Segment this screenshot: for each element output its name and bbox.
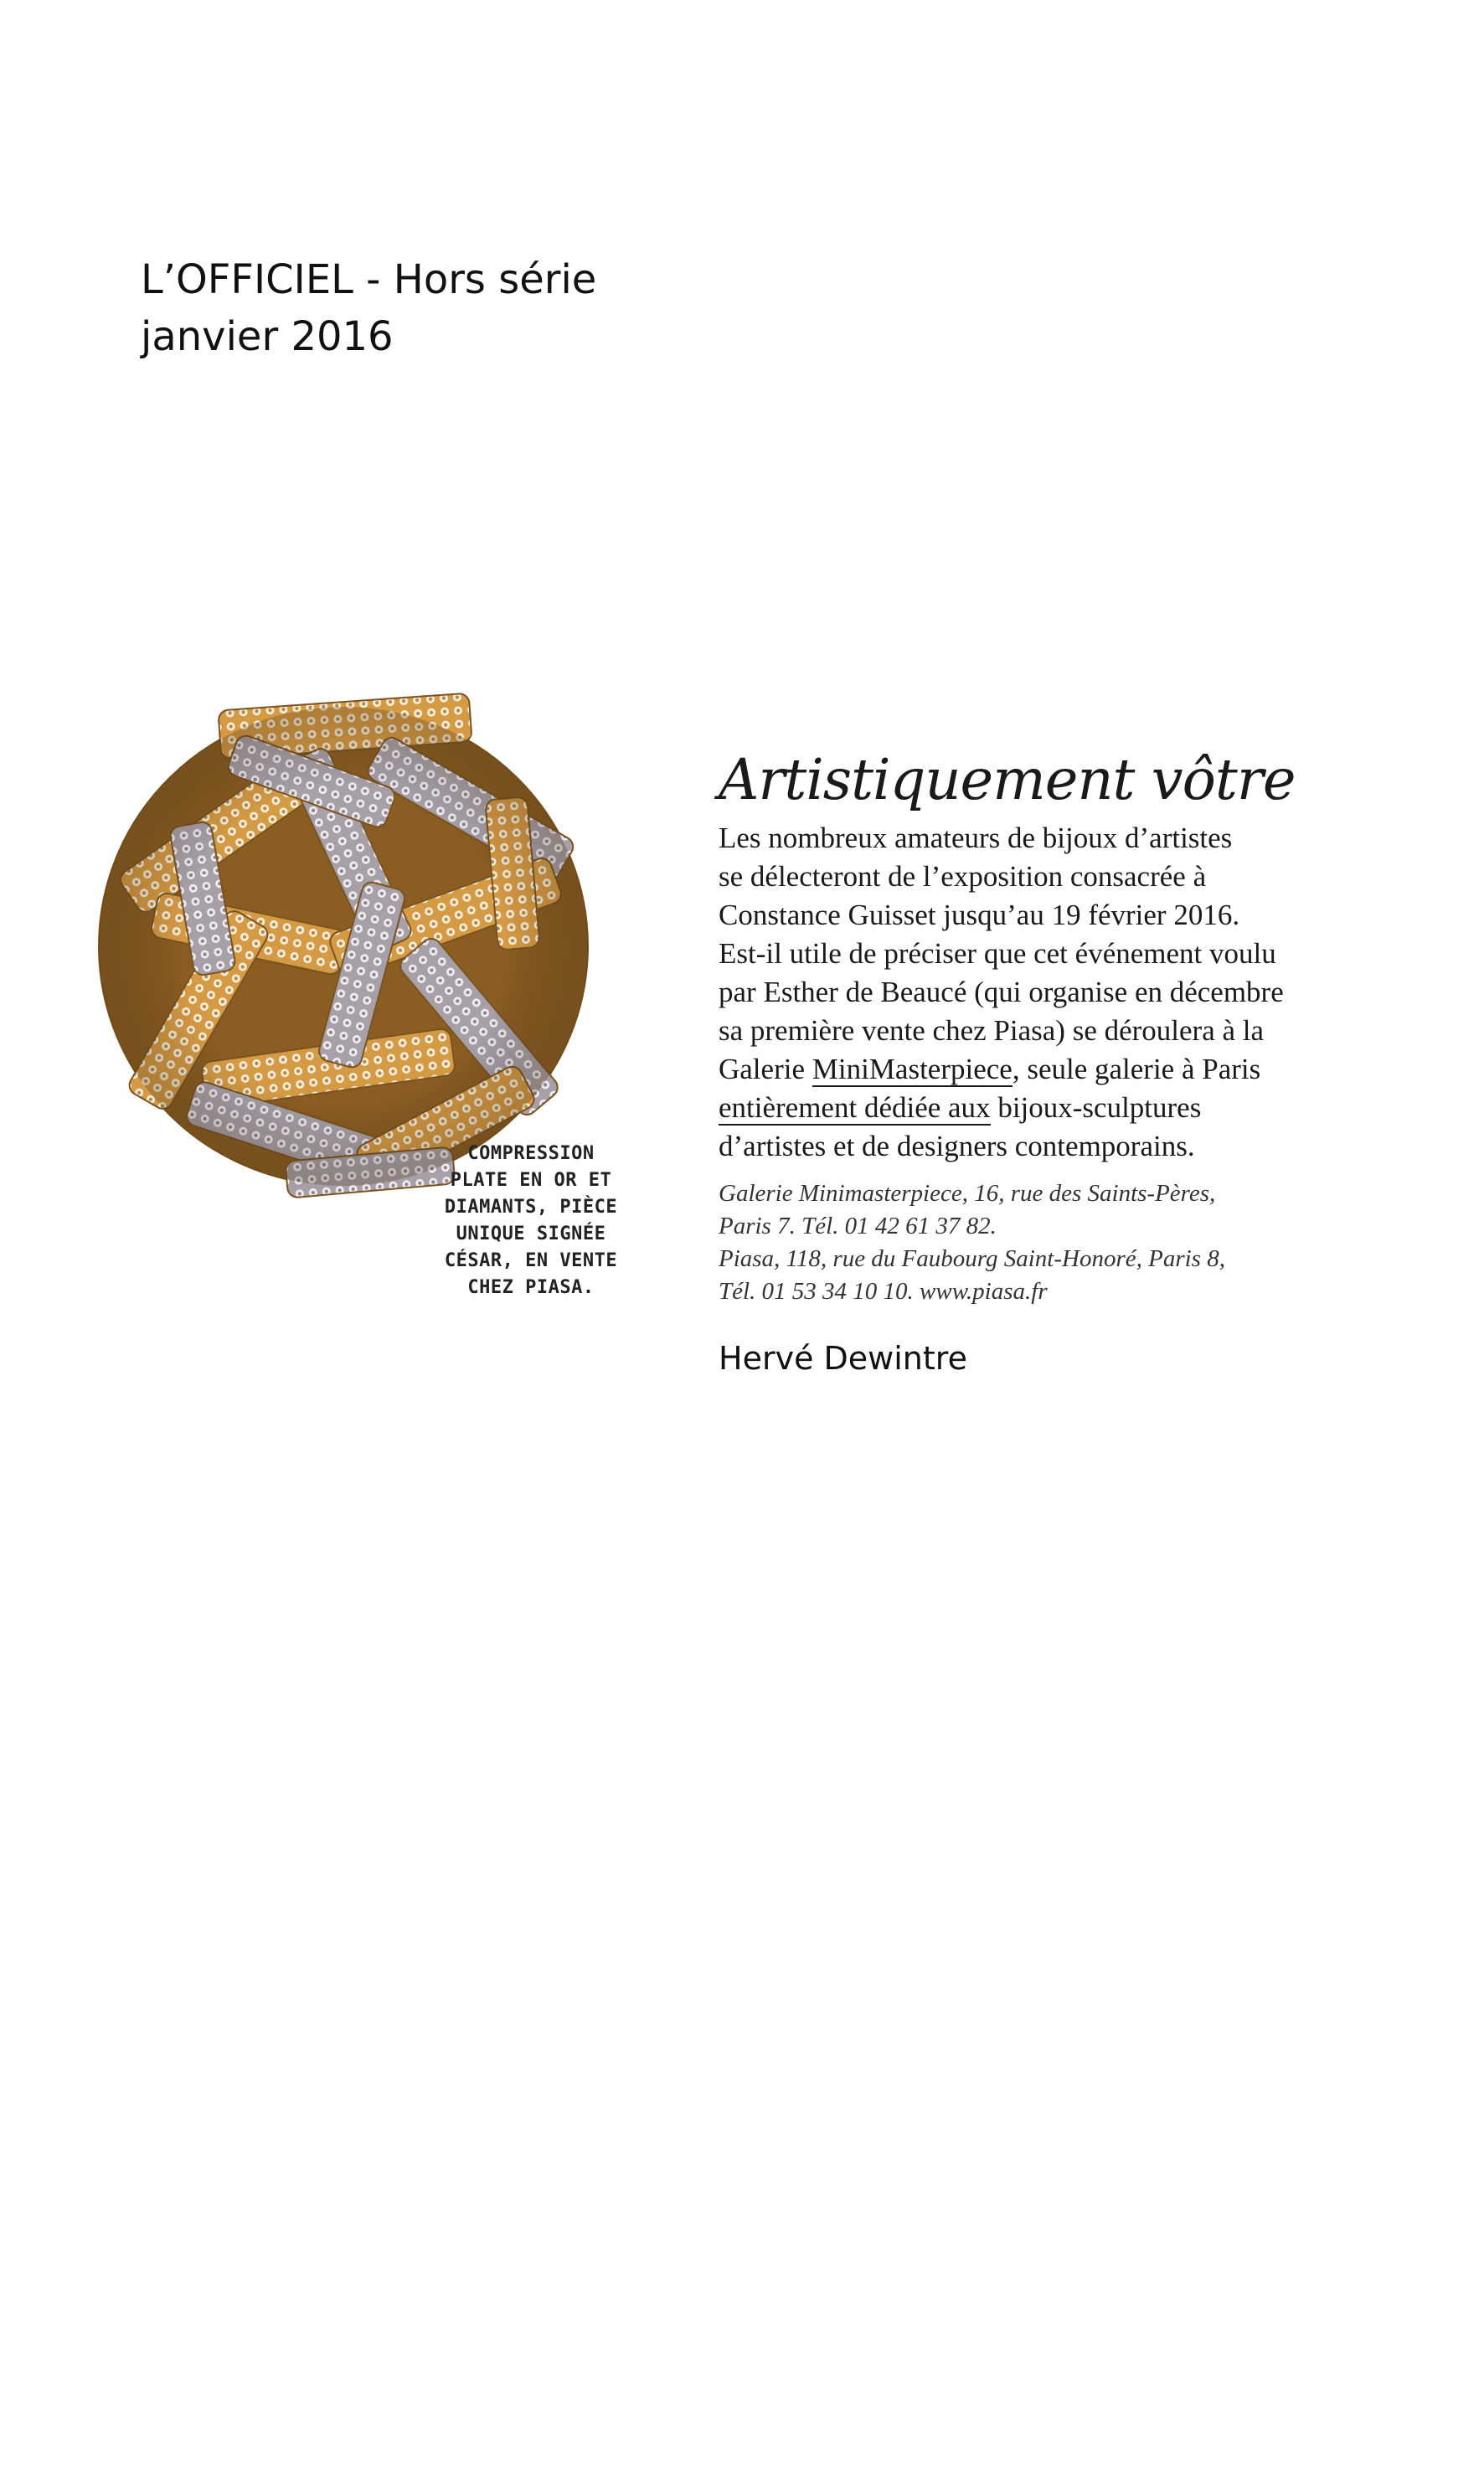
underlined-gallery-name: MiniMasterpiece xyxy=(812,1053,1013,1085)
body-line: Les nombreux amateurs de bijoux d’artistes xyxy=(719,822,1233,854)
article-headline: Artistiquement vôtre xyxy=(719,747,1296,812)
body-line: Constance Guisset jusqu’au 19 février 2016. xyxy=(719,899,1240,931)
caption-line: UNIQUE SIGNÉE xyxy=(456,1224,606,1244)
body-line: Est-il utile de préciser que cet événement voulu xyxy=(719,937,1276,970)
address-block xyxy=(719,1177,1422,1308)
caption-line: CÉSAR, EN VENTE xyxy=(444,1250,618,1271)
article-body xyxy=(719,819,1422,1166)
publication-title: L’OFFICIEL - Hors série xyxy=(141,256,597,303)
body-line: par Esther de Beaucé (qui organise en décembre xyxy=(719,976,1284,1008)
address-line: Paris 7. Tél. 01 42 61 37 82. xyxy=(719,1213,997,1239)
body-text-segment: , seule galerie à Paris xyxy=(1012,1053,1261,1085)
address-line: Galerie Minimasterpiece, 16, rue des Saints-Pères, xyxy=(719,1180,1216,1207)
publication-source xyxy=(141,251,596,365)
photo-caption xyxy=(422,1141,640,1301)
underlined-phrase: entièrement dédiée aux xyxy=(719,1091,991,1124)
body-text-segment: bijoux-sculptures xyxy=(990,1091,1202,1124)
address-line: Piasa, 118, rue du Faubourg Saint-Honoré, Paris 8, xyxy=(719,1245,1225,1272)
body-line: se délecteront de l’exposition consacrée à xyxy=(719,860,1207,893)
caption-line: COMPRESSION xyxy=(467,1143,595,1164)
caption-line: CHEZ PIASA. xyxy=(467,1277,595,1298)
jewel-compression-photo xyxy=(77,685,613,1203)
article xyxy=(719,747,1422,1378)
body-line xyxy=(719,1050,1422,1089)
body-line xyxy=(719,1089,1422,1127)
publication-date: janvier 2016 xyxy=(141,313,394,360)
address-line: Tél. 01 53 34 10 10. www.piasa.fr xyxy=(719,1278,1048,1305)
caption-line: DIAMANTS, PIÈCE xyxy=(444,1197,618,1218)
body-line: d’artistes et de designers contemporains. xyxy=(719,1130,1195,1162)
body-line: sa première vente chez Piasa) se déroulera à la xyxy=(719,1014,1265,1047)
caption-line: PLATE EN OR ET xyxy=(450,1170,612,1191)
author-signature: Hervé Dewintre xyxy=(719,1340,967,1377)
body-text-segment: Galerie xyxy=(719,1053,812,1085)
